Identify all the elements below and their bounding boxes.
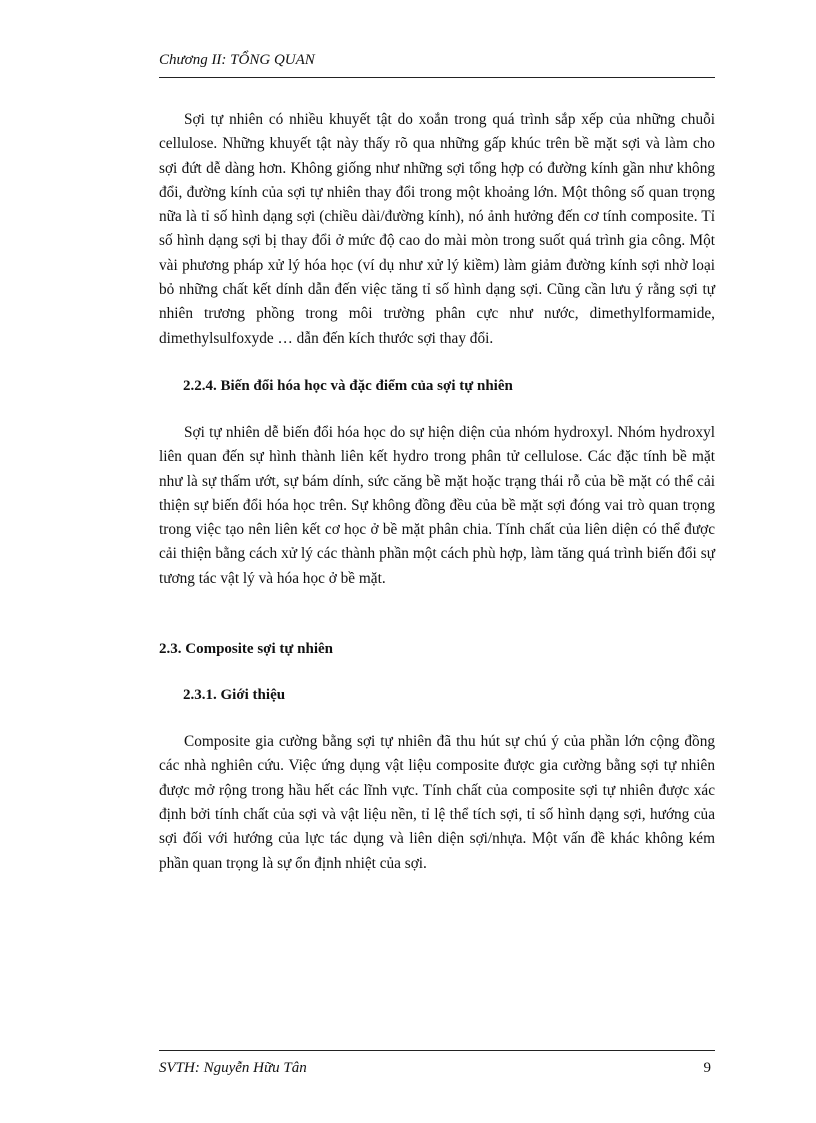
footer-rule bbox=[159, 1050, 715, 1051]
section-heading-2-3-1: 2.3.1. Giới thiệu bbox=[183, 687, 286, 704]
running-header: Chương II: TỔNG QUAN bbox=[159, 52, 315, 68]
section-heading-2-2-4: 2.2.4. Biến đổi hóa học và đặc điểm của sợi tự nhiên bbox=[183, 377, 513, 394]
page-number: 9 bbox=[703, 1060, 711, 1076]
page-body bbox=[159, 108, 715, 876]
page-footer bbox=[159, 1058, 715, 1078]
header-rule bbox=[159, 77, 715, 78]
paragraph-chemical-modification: Sợi tự nhiên dễ biến đổi hóa học do sự hiện diện của nhóm hydroxyl. Nhóm hydroxyl liên quan đến sự hình thành liên kết hydro trong phân tử cellulose. Các đặc tính bề mặt như là sự thấm ướt, sự bám dính, sức căng bề mặt hoặc trạng thái rỗ của bề mặt có thể cải thiện sự biến đổi hóa học trên. Sự không đồng đều của bề mặt sợi đóng vai trò quan trọng trong việc tạo nên liên kết cơ học ở bề mặt phân chia. Tính chất của liên diện có thể được cải thiện bằng cách xử lý các thành phần một cách phù hợp, làm tăng quá trình biến đổi sự tương tác vật lý và hóa học ở bề mặt. bbox=[159, 423, 715, 587]
paragraph-fiber-defects: Sợi tự nhiên có nhiều khuyết tật do xoắn trong quá trình sắp xếp của những chuỗi cellulose. Những khuyết tật này thấy rõ qua những gấp khúc trên bề mặt sợi và làm cho sợi đứt dễ dàng hơn. Không giống như những sợi tổng hợp có đường kính gần như không đổi, đường kính của sợi tự nhiên thay đổi trong một khoảng lớn. Một thông số quan trọng nữa là tỉ số hình dạng sợi (chiều dài/đường kính), nó ảnh hưởng đến cơ tính composite. Tỉ số hình dạng sợi bị thay đổi ở mức độ cao do mài mòn trong suốt quá trình gia công. Một vài phương pháp xử lý hóa học (ví dụ như xử lý kiềm) làm giảm đường kính sợi nhờ loại bỏ những chất kết dính dẫn đến việc tăng tỉ số hình dạng sợi. Cũng cần lưu ý rằng sợi tự nhiên trương phồng trong môi trường phân cực như nước, dimethylformamide, dimethylsulfoxyde … dẫn đến kích thước sợi thay đổi. bbox=[159, 111, 715, 347]
paragraph-introduction: Composite gia cường bằng sợi tự nhiên đã thu hút sự chú ý của phần lớn cộng đồng các nhà nghiên cứu. Việc ứng dụng vật liệu composite được gia cường bằng sợi tự nhiên được mở rộng trong hầu hết các lĩnh vực. Tính chất của composite sợi tự nhiên được xác định bởi tính chất của sợi và vật liệu nền, tỉ lệ thể tích sợi, tỉ số hình dạng sợi, hướng của sợi đối với hướng của lực tác dụng và liên diện sợi/nhựa. Một vấn đề khác không kém phần quan trọng là sự ổn định nhiệt của sợi. bbox=[159, 733, 715, 872]
footer-author: SVTH: Nguyễn Hữu Tân bbox=[159, 1060, 307, 1076]
section-heading-2-3: 2.3. Composite sợi tự nhiên bbox=[159, 641, 333, 658]
